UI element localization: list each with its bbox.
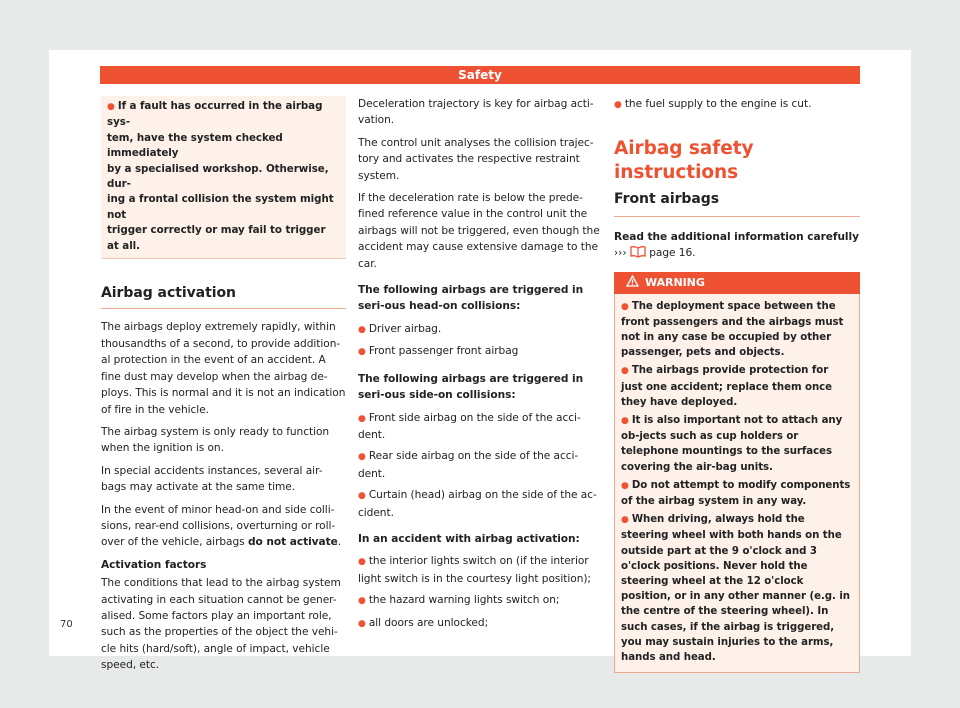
list-item-text: Curtain (head) airbag on the side of the ac-cident. — [358, 489, 597, 519]
paragraph: If the deceleration rate is below the prede-fined reference value in the control unit the airbags will not be triggered, even though the accident may cause extensive damage to the car. — [358, 192, 600, 270]
bullet-icon: ● — [621, 480, 629, 491]
section-title-airbag-activation: Airbag activation — [101, 285, 346, 309]
paragraph: The control unit analyses the collision trajec-tory and activates the respective restraint system. — [358, 136, 594, 182]
list-item — [614, 96, 860, 113]
read-more-text: Read the additional information carefully — [614, 230, 859, 243]
warning-item — [621, 413, 853, 475]
warning-body — [614, 294, 860, 674]
warning-item — [621, 512, 853, 665]
paragraph: The conditions that lead to the airbag system activating in each situation cannot be gener-alised. Some factors play an important role, such as the properties of the object the vehi-cle hits (hard/soft), angle of impact, vehicle speed, etc. — [101, 577, 341, 672]
section-heading-airbag-safety: Airbag safety instructions — [614, 138, 754, 184]
list-item — [358, 321, 603, 338]
warning-item-text: Do not attempt to modify components of the airbag system in any way. — [621, 479, 851, 508]
warning-item — [621, 478, 853, 509]
accident-heading: In an accident with airbag activation: — [358, 532, 580, 545]
paragraph: In special accidents instances, several air-bags may activate at the same time. — [101, 464, 323, 494]
page-ref-link[interactable]: page 16. — [649, 247, 696, 260]
list-item-text: the interior lights switch on (if the interior light switch is in the courtesy light position); — [358, 555, 591, 585]
list-item — [358, 592, 603, 609]
warning-triangle-icon — [626, 275, 639, 287]
header-title: Safety — [458, 68, 502, 82]
bullet-icon: ● — [107, 102, 115, 112]
paragraph — [101, 502, 346, 551]
list-item-text: Front side airbag on the side of the acci-dent. — [358, 411, 581, 441]
warning-item-text: The airbags provide protection for just one accident; replace them once they have deployed. — [621, 365, 833, 408]
text-run: . — [337, 536, 342, 549]
column-1 — [101, 96, 346, 680]
emphasis-text: do not activate — [247, 536, 338, 549]
bullet-icon: ● — [358, 618, 366, 629]
page-reference — [614, 245, 860, 261]
bullet-icon: ● — [621, 366, 629, 377]
warning-label: WARNING — [645, 275, 705, 289]
list-item — [358, 487, 603, 521]
arrows-text: ››› — [614, 247, 627, 260]
text-run: In the event of minor head-on and side colli-sions, rear-end collisions, overturning or roll-over of the vehicle, airbags — [101, 503, 336, 549]
column-3 — [614, 96, 860, 673]
bullet-icon: ● — [358, 324, 366, 335]
side-heading: The following airbags are triggered in seri-ous side-on collisions: — [358, 372, 584, 402]
list-item-text: Driver airbag. — [368, 322, 442, 335]
list-item-text: all doors are unlocked; — [368, 616, 489, 629]
list-item-text: Front passenger front airbag — [368, 345, 519, 358]
page-header — [100, 66, 860, 84]
page-number: 70 — [60, 619, 73, 630]
warning-item-text: The deployment space between the front passengers and the airbags must not in any case be occupied by other passenger, pets and objects. — [621, 300, 844, 359]
fault-note-text: If a fault has occurred in the airbag sys- tem, have the system checked immediately by a specialised workshop. Otherwise, dur- ing a frontal collision the system might not trigger correctly or may fail to trigger at all. — [107, 100, 334, 252]
list-item — [358, 615, 603, 632]
bullet-icon: ● — [358, 596, 366, 607]
bullet-icon: ● — [358, 491, 366, 502]
warning-item-text: When driving, always hold the steering wheel with both hands on the outside part at the 9 o'clock and 3 o'clock positions. Never hold the steering wheel at the 12 o'clock position, or in any other manner (e.g. in the centre of the steering wheel). In such cases, if the airbag is triggered, you may sustain injuries to the arms, hands and head. — [621, 514, 850, 664]
bullet-icon: ● — [358, 557, 366, 568]
bullet-icon: ● — [358, 452, 366, 463]
warning-item — [621, 363, 853, 410]
bullet-icon: ● — [621, 416, 629, 427]
list-item-text: the fuel supply to the engine is cut. — [624, 98, 812, 110]
bullet-icon: ● — [358, 347, 366, 358]
warning-header — [614, 272, 860, 294]
headon-heading: The following airbags are triggered in seri-ous head-on collisions: — [358, 284, 584, 313]
column-2 — [358, 96, 603, 637]
warning-item-text: It is also important not to attach any ob-jects such as cup holders or telephone mountings to the surfaces covering the air-bag units. — [621, 415, 843, 473]
list-item — [358, 448, 603, 482]
paragraph: The airbag system is only ready to function when the ignition is on. — [101, 425, 330, 455]
list-item-text: the hazard warning lights switch on; — [368, 594, 560, 607]
bullet-icon: ● — [358, 413, 366, 424]
paragraph: Deceleration trajectory is key for airbag acti-vation. — [358, 98, 594, 127]
paragraph: The airbags deploy extremely rapidly, within thousandths of a second, to provide addition-al protection in the event of an accident. A fine dust may develop when the airbag de-ploys. This is normal and it is not an indication of fire in the vehicle. — [101, 321, 346, 416]
book-icon — [630, 245, 646, 258]
activation-factors-heading: Activation factors — [101, 558, 207, 571]
list-item — [358, 343, 603, 360]
bullet-icon: ● — [621, 301, 629, 312]
list-item — [358, 553, 603, 587]
list-item-text: Rear side airbag on the side of the acci-dent. — [358, 450, 579, 480]
bullet-icon: ● — [614, 100, 622, 110]
fault-note — [101, 96, 346, 259]
subsection-heading-front-airbags: Front airbags — [614, 191, 860, 216]
warning-item — [621, 299, 853, 361]
list-item — [358, 410, 603, 444]
bullet-icon: ● — [621, 515, 629, 526]
